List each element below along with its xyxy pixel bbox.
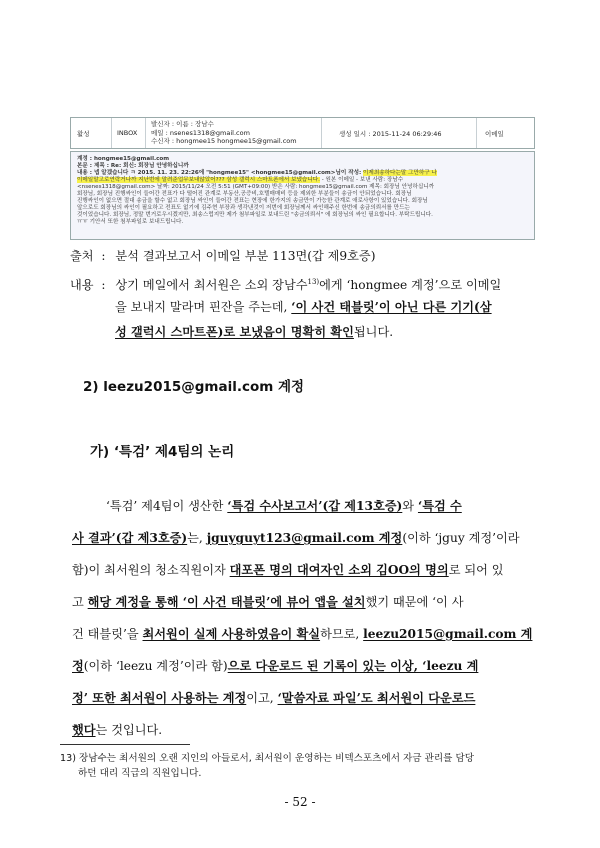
email-sender-block <box>151 118 331 148</box>
email-text-line: 회장님, 회장님 진행싸인이 들어간 전표가 다 떨어진 관계로 부동산,공증비,호텔매매비 등을 제외한 부분들이 송금이 안되었습니다. 회장님 <box>77 191 412 197</box>
page-number: - 52 - <box>284 795 316 809</box>
content-emphasis-1: ‘이 사건 태블릿’이 아닌 다른 기기(삼 <box>291 300 492 314</box>
email-content-line: 내용 : 넵 알겠습니다 ㅋ 2015. 11. 23. 22:26에 "hongmee15" <hongmee15@gmail.com>님이 작성: 이제최송하다는말 그만하구 나 <box>77 170 437 176</box>
email-highlight-1: 이제최송하다는말 그만하구 나 <box>363 170 437 176</box>
email-recipient: 수신자 : hongmee15 hongmee15@gmail.com <box>151 137 297 146</box>
content-emphasis-2: 성 갤럭시 스마트폰)로 보냈음이 명확히 확인 <box>115 325 354 339</box>
footnote-line-1: 13) 장남수는 최서원의 오랜 지인의 아들로서, 최서원이 운영하는 비덱스포츠에서 자금 관리를 담당 <box>60 753 474 764</box>
body-line-8: 했다는 것입니다. <box>72 723 163 737</box>
body-line-1: ‘특검’ 제4팀이 생산한 ‘특검 수사보고서’(갑 제13호증)와 ‘특검 수 <box>106 499 462 513</box>
content-label: 내용 <box>70 278 94 293</box>
email-address: 메일 : nsenes1318@gmail.com <box>151 128 250 137</box>
body-line-3: 함)이 최서원의 청소직원이자 대포폰 명의 대여자인 소외 김OO의 명의로 되어 있 <box>72 563 504 577</box>
email-text-line: ㅠㅠ 기안서 또한 첨부파일로 보내드립니다. <box>77 219 184 225</box>
email-folder: INBOX <box>117 129 138 137</box>
email-type: 이메일 <box>485 129 504 138</box>
email-created-time: 생성 일시 : 2015-11-24 06:29:46 <box>339 129 442 138</box>
footnote-divider <box>60 744 190 745</box>
body-line-4: 고 해당 계정을 통해 ‘이 사건 태블릿’에 뷰어 앱을 설치했기 때문에 ‘이 사 <box>72 595 464 609</box>
source-text: 분석 결과보고서 이메일 부분 113면(갑 제9호증) <box>115 249 376 263</box>
email-body <box>70 151 535 240</box>
source-line: 출처 : 분석 결과보고서 이메일 부분 113면(갑 제9호증) <box>70 249 376 263</box>
subsection-heading: 가) ‘특검’ 제4팀의 논리 <box>90 444 235 460</box>
email-text-line: 앞으로도 회장님의 싸인이 필요하고 전표도 없기에 김주현 부장과 생각낸것이 저번에 회장님께서 싸인해주신 한번에 송금의뢰서를 만드는 <box>77 205 410 211</box>
email-meta-line: <nsenes1318@gmail.com> 날짜: 2015/11/24 오전 5:51 (GMT+09:00) 받은 사람: hongmee15@gmail.com 제목: 회장님 안녕하십니까 <box>77 184 435 190</box>
content-label-line: 내용 : 상기 메일에서 최서원은 소외 장남수$^{13)}$에게 ‘hongmee 계정’으로 이메일 <box>70 278 502 293</box>
body-line-5: 건 태블릿’을 최서원이 실제 사용하였음이 확실하므로, leezu2015@gmail.com 계 <box>72 627 533 641</box>
body-line-2: 사 결과’(갑 제3호증)는, jguyguyt123@gmail.com 계정(이하 ‘jguy 계정’이라 <box>72 531 520 545</box>
email-subject-line: 본문 : 제목 : Re: 회신: 회장님 안녕하십니까 <box>77 163 189 169</box>
email-highlight-2: 이메일말고로연락거나까 지난번에 말려준업무보내않았어??? 삼성 갤럭시 스마트폰에서 보냈습니다. <box>77 177 320 183</box>
email-status: 활성 <box>77 129 90 138</box>
email-text-line: 진행싸인이 없으면 절대 송금을 할수 없고 회장님 싸인이 들어간 전표는 현장에 한가지의 송금만이 가능한 관계로 애로사항이 있었습니다. 회장님 <box>77 198 428 204</box>
footnote-line-2: 하던 대리 직급의 직원입니다. <box>78 768 202 779</box>
email-header-row <box>70 117 535 149</box>
body-line-7: 정’ 또한 최서원이 사용하는 계정이고, ‘말씀자료 파일’도 최서원이 다운로드 <box>72 691 476 705</box>
source-label: 출처 <box>70 249 94 263</box>
content-line-2: 을 보내지 말라며 핀잔을 주는데, ‘이 사건 태블릿’이 아닌 다른 기기(삼 <box>115 300 492 314</box>
email-account-line: 계정 : hongmee15@gmail.com <box>77 156 170 162</box>
email-highlight-line: 이메일말고로연락거나까 지난번에 말려준업무보내않았어??? 삼성 갤럭시 스마트폰에서 보냈습니다. - 원본 이메일 - 보낸 사람: 장남수 <box>77 177 404 183</box>
email-sender: 발신자 : 이름 : 장남수 <box>151 120 214 129</box>
section-heading: 2) leezu2015@gmail.com 계정 <box>83 379 305 395</box>
content-line-3: 성 갤럭시 스마트폰)로 보냈음이 명확히 확인됩니다. <box>115 325 394 339</box>
footnote-ref[interactable]: 13) <box>307 278 320 286</box>
email-text-line: 것이었습니다. 회장님, 정말 번거로우시겠지만, 최송스럽지만 제가 첨부파일로 보내드린 "송금의뢰서" 에 회장님의 싸인 필요합니다. 부탁드립니다. <box>77 212 433 218</box>
body-line-6: 정(이하 ‘leezu 계정’이라 함)으로 다운로드 된 기록이 있는 이상, ‘leezu 계 <box>72 659 479 673</box>
